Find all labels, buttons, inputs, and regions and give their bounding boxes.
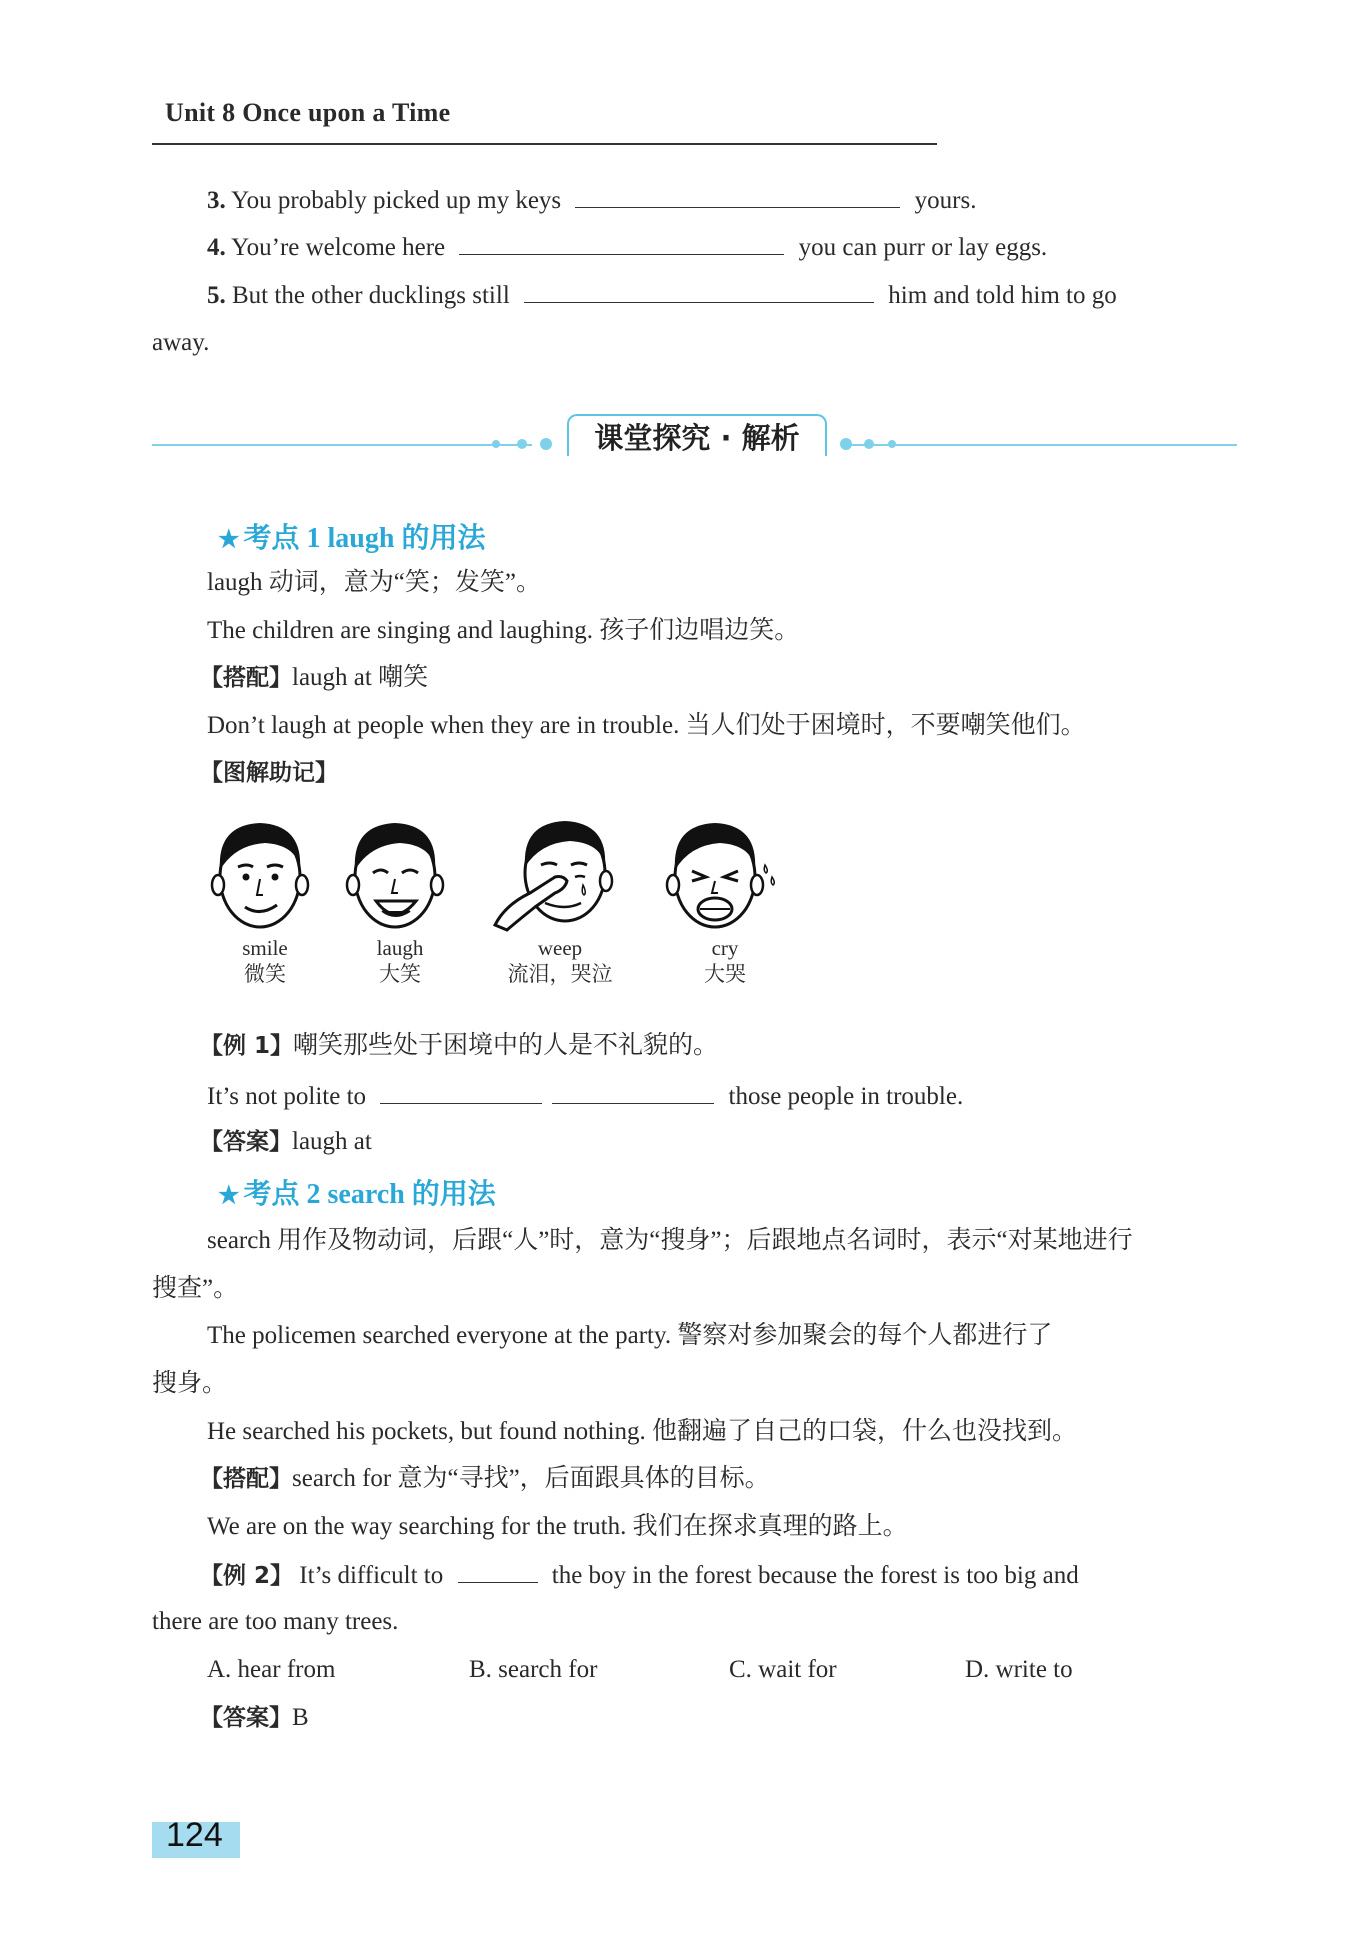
option-d[interactable]: D. write to xyxy=(965,1656,1073,1683)
example-1-question xyxy=(200,1030,1238,1062)
point-2-definition xyxy=(207,1225,1238,1257)
answer-blank[interactable] xyxy=(552,1079,714,1104)
point-2-heading xyxy=(218,1172,496,1212)
collocation-tag: 【搭配】 xyxy=(200,665,292,691)
face-cry xyxy=(660,815,790,987)
answer-tag: 【答案】 xyxy=(200,1705,292,1731)
exercise-text: But the other ducklings still xyxy=(232,282,510,309)
answer-blank[interactable] xyxy=(575,183,900,208)
banner-line-left xyxy=(152,444,532,446)
point-2-definition-continued: 搜查”。 xyxy=(152,1275,239,1302)
diagram-tag-text: 【图解助记】 xyxy=(200,760,338,786)
section-banner xyxy=(152,414,1237,474)
answer-text: laugh at xyxy=(292,1128,372,1155)
example-2-answer xyxy=(200,1702,1238,1734)
point-2-collocation-example: We are on the way searching for the truth. 我们在探求真理的路上。 xyxy=(207,1513,908,1540)
exercise-4 xyxy=(207,230,1238,264)
point-2-collocation xyxy=(200,1463,1238,1495)
collocation-tag: 【搭配】 xyxy=(200,1466,292,1492)
banner-dot xyxy=(492,440,500,448)
page-number-tab xyxy=(152,1816,240,1858)
point-1-collocation-example: Don’t laugh at people when they are in trouble. 当人们处于困境时，不要嘲笑他们。 xyxy=(207,712,1086,739)
exercise-text: You’re welcome here xyxy=(231,234,446,261)
exercise-number: 4. xyxy=(207,234,226,261)
face-laugh xyxy=(340,815,460,987)
face-label-zh: 微笑 xyxy=(244,962,286,986)
section-title: 课堂探究 · 解析 xyxy=(567,414,827,456)
option-b[interactable]: B. search for xyxy=(469,1656,598,1683)
point-1-collocation xyxy=(200,662,1238,694)
exercise-text: yours. xyxy=(914,187,977,214)
example-text: It’s not polite to xyxy=(207,1083,367,1110)
smile-face-icon xyxy=(205,815,315,935)
answer-tag: 【答案】 xyxy=(200,1129,292,1155)
option-c[interactable]: C. wait for xyxy=(729,1656,837,1683)
banner-line-right xyxy=(842,444,1237,446)
face-smile xyxy=(205,815,325,987)
point-2-example-1: The policemen searched everyone at the party. 警察对参加聚会的每个人都进行了 xyxy=(207,1322,1053,1349)
diagram-tag xyxy=(200,757,1238,789)
exercise-5 xyxy=(207,278,1238,312)
unit-title: Unit 8 Once upon a Time xyxy=(165,98,451,127)
option-a[interactable]: A. hear from xyxy=(207,1656,336,1683)
point-1-definition: laugh 动词，意为“笑；发笑”。 xyxy=(207,569,541,596)
answer-blank[interactable] xyxy=(380,1079,542,1104)
banner-dot xyxy=(540,438,552,450)
answer-blank[interactable] xyxy=(459,230,784,255)
point-2-example-2: He searched his pockets, but found nothing. 他翻遍了自己的口袋，什么也没找到。 xyxy=(207,1418,1078,1445)
exercise-3 xyxy=(207,183,1238,217)
face-label-en: weep xyxy=(537,936,583,960)
example-text: It’s difficult to xyxy=(299,1562,444,1589)
face-label-en: smile xyxy=(242,936,288,960)
example-text: those people in trouble. xyxy=(728,1083,964,1110)
point-2-example-1-continued: 搜身。 xyxy=(152,1370,228,1397)
collocation-text: search for 意为“寻找”，后面跟具体的目标。 xyxy=(292,1465,770,1492)
answer-blank[interactable] xyxy=(458,1558,538,1583)
definition-text: search 用作及物动词，后跟“人”时，意为“搜身”；后跟地点名词时，表示“对某地进行 xyxy=(207,1227,1133,1254)
example-2-question xyxy=(200,1558,1238,1592)
header-rule xyxy=(152,143,937,145)
point-1-example: The children are singing and laughing. 孩子们边唱边笑。 xyxy=(207,617,800,644)
example-1-answer xyxy=(200,1126,1238,1158)
example-tag: 【例 2】 xyxy=(200,1563,294,1589)
answer-text: B xyxy=(292,1704,309,1731)
example-text: 嘲笑那些处于困境中的人是不礼貌的。 xyxy=(293,1032,719,1059)
example-tag: 【例 1】 xyxy=(200,1033,294,1059)
point-2-heading-text: 考点 2 search 的用法 xyxy=(243,1179,496,1210)
face-label-en: cry xyxy=(711,936,739,960)
face-label-en: laugh xyxy=(376,936,424,960)
exercise-text: him and told him to go xyxy=(888,282,1117,309)
example-1-sentence xyxy=(207,1079,1238,1113)
exercise-text: You probably picked up my keys xyxy=(231,187,562,214)
banner-dot xyxy=(517,439,527,449)
cry-face-icon xyxy=(660,815,780,935)
star-icon: ★ xyxy=(218,527,240,553)
page-number: 124 xyxy=(166,1816,223,1854)
exercise-number: 5. xyxy=(207,282,226,309)
face-weep xyxy=(485,815,635,987)
laugh-face-icon xyxy=(340,815,450,935)
face-label-zh: 大哭 xyxy=(704,962,746,986)
answer-blank[interactable] xyxy=(524,278,874,303)
collocation-text: laugh at 嘲笑 xyxy=(292,664,429,691)
face-label-zh: 流泪，哭泣 xyxy=(507,962,613,986)
exercise-5-continued: away. xyxy=(152,329,210,356)
point-1-heading-text: 考点 1 laugh 的用法 xyxy=(243,523,486,554)
example-2-continued: there are too many trees. xyxy=(152,1608,399,1635)
example-text: the boy in the forest because the forest is too big and xyxy=(551,1562,1079,1589)
exercise-text: you can purr or lay eggs. xyxy=(798,234,1048,261)
face-diagram xyxy=(205,815,805,1030)
face-label-zh: 大笑 xyxy=(379,962,421,986)
point-1-heading xyxy=(218,516,485,556)
exercise-number: 3. xyxy=(207,187,226,214)
star-icon: ★ xyxy=(218,1183,240,1209)
weep-face-icon xyxy=(485,815,625,935)
